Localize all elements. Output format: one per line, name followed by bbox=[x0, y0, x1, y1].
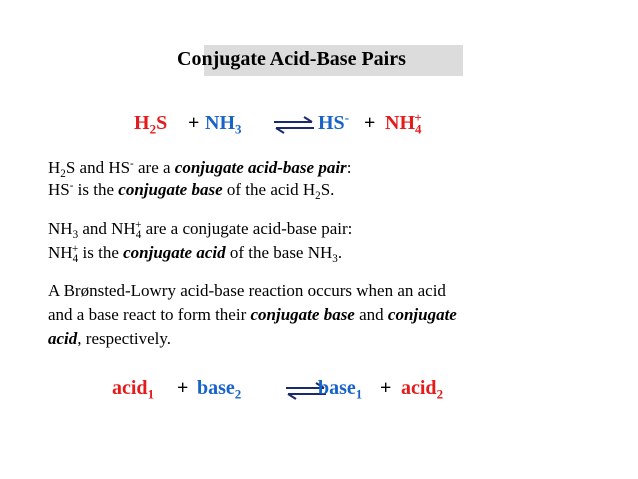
paragraph3-line1: A Brønsted-Lowry acid-base reaction occurs when an acid bbox=[48, 281, 446, 300]
eq1-plus-1: + bbox=[188, 112, 200, 134]
eq1-reactant-nh3: $NH_3$ bbox=[205, 112, 242, 137]
paragraph2-line2: $NH_4^+$ is the conjugate acid of the base $NH_3$. bbox=[48, 242, 343, 265]
eq1-plus-2: + bbox=[364, 112, 376, 134]
paragraph3-line2: and a base react to form their conjugate base and conjugate bbox=[48, 305, 457, 324]
equilibrium-arrows-icon bbox=[272, 115, 316, 135]
paragraph1-line2: HS- is the conjugate base of the acid $H_2S$. bbox=[48, 179, 335, 202]
eq2-plus-2: + bbox=[380, 377, 392, 399]
paragraph2-line1: $NH_3$ and $NH_4^+$ are a conjugate acid-base pair: bbox=[48, 218, 353, 241]
eq1-product-nh4: $NH_4^+$ bbox=[385, 109, 422, 137]
eq2-acid2: acid$_2$ bbox=[401, 377, 444, 402]
page-title: Conjugate Acid-Base Pairs bbox=[177, 48, 406, 70]
eq2-plus-1: + bbox=[177, 377, 189, 399]
paragraph1-line1: $H_2S$ and HS- are a conjugate acid-base pair: bbox=[48, 157, 352, 180]
eq1-product-hs: HS- bbox=[318, 109, 350, 134]
eq2-acid1: acid$_1$ bbox=[112, 377, 155, 402]
eq2-base2: base$_2$ bbox=[197, 377, 242, 402]
paragraph3-line3: acid, respectively. bbox=[48, 329, 172, 348]
eq2-base1: base$_1$ bbox=[318, 377, 363, 402]
eq1-reactant-h2s: $H_2S$ bbox=[134, 112, 168, 137]
